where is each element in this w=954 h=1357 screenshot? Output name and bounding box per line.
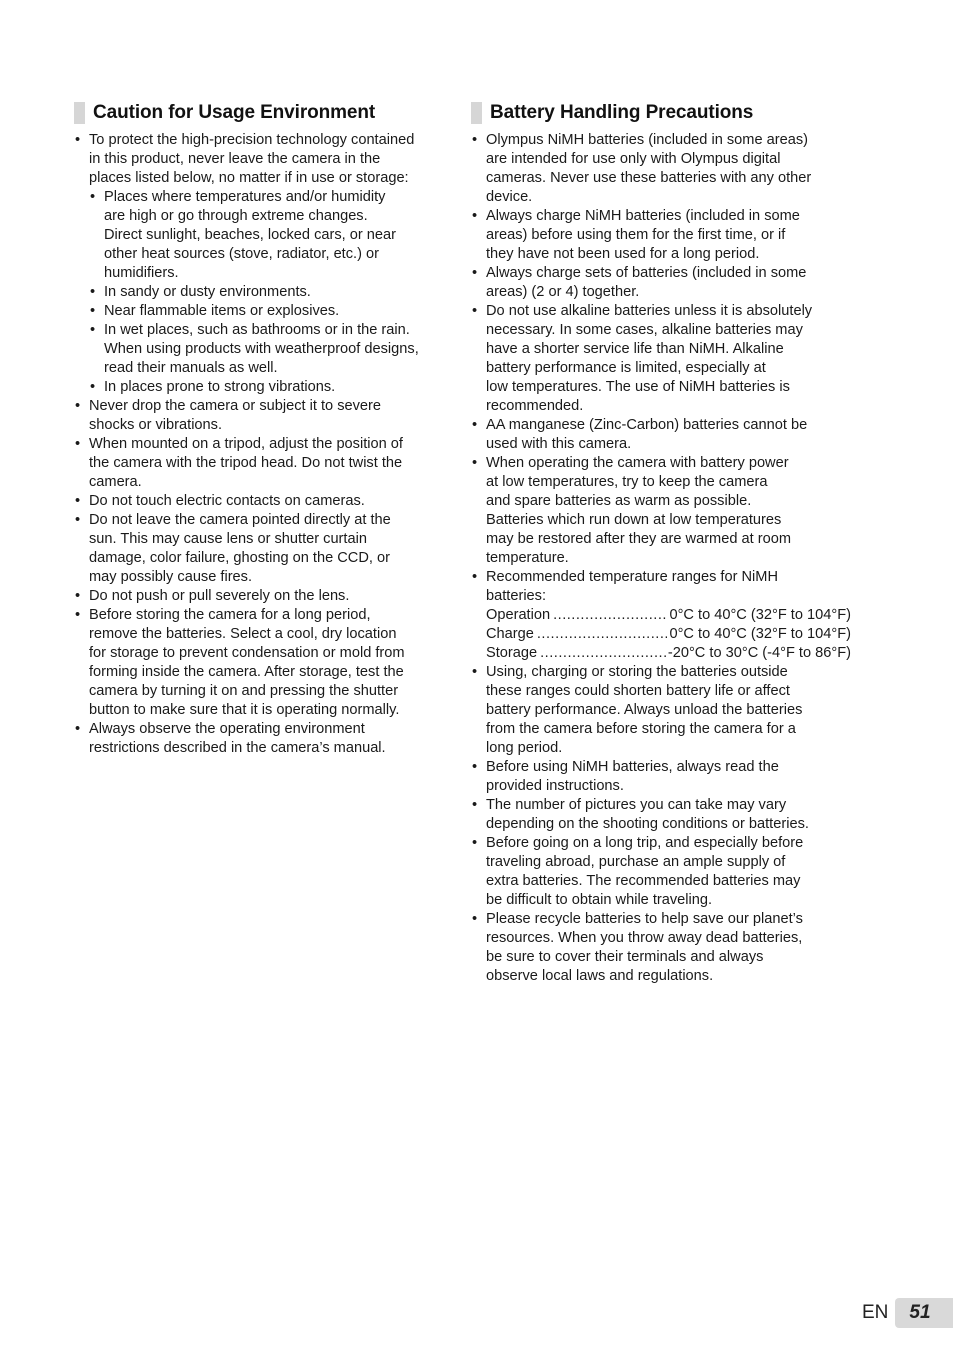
heading-text: Battery Handling Precautions [490, 102, 754, 123]
heading-marker [471, 102, 482, 124]
list-item: • Olympus NiMH batteries (included in some areas) are intended for use only with Olympus digital cameras. Never use these batteries with any other device. [471, 131, 851, 207]
list-item: • To protect the high-precision technology contained in this product, never leave the camera in the places listed below, no matter if in use or storage: • Places where temperatures and/or humidity are high or go through extreme changes. Direct sunlight, beaches, locked cars, or near other heat sources (stove, radiator, etc.) or humidifiers. • In sandy or dusty environments. • Near flammable items or explosives. • In wet places, such as bathrooms or in the rain. When using products with weatherproof designs, read their manuals as well. • In places prone to strong vibrations. [74, 131, 450, 397]
heading-text: Caution for Usage Environment [93, 102, 376, 123]
list-item: • Before going on a long trip, and especially before traveling abroad, purchase an ample supply of extra batteries. The recommended batteries may be difficult to obtain while traveling. [471, 834, 851, 910]
list-item: • AA manganese (Zinc-Carbon) batteries cannot be used with this camera. [471, 416, 851, 454]
language-label: EN [862, 1302, 889, 1323]
sub-list-item: • Places where temperatures and/or humidity are high or go through extreme changes. Direct sunlight, beaches, locked cars, or near other heat sources (stove, radiator, etc.) or humidifiers. [89, 188, 450, 283]
sub-list-item: • In wet places, such as bathrooms or in the rain. When using products with weatherproof designs, read their manuals as well. [89, 321, 450, 378]
list-item: • When operating the camera with battery power at low temperatures, try to keep the camera and spare batteries as warm as possible. Batteries which run down at low temperatures may be restored after they are warmed at room temperature. [471, 454, 851, 568]
list-item: • When mounted on a tripod, adjust the position of the camera with the tripod head. Do not twist the camera. [74, 435, 450, 492]
list-item: • Always charge NiMH batteries (included in some areas) before using them for the first time, or if they have not been used for a long period. [471, 207, 851, 264]
page-number: 51 [895, 1298, 953, 1328]
section-heading-usage-environment [74, 100, 450, 126]
leader-dots [540, 644, 666, 663]
sub-list-item: • In sandy or dusty environments. [89, 283, 450, 302]
sub-list-item: • In places prone to strong vibrations. [89, 378, 450, 397]
temperature-row-charge: Charge ..... 0°C to 40°C (32°F to 104°F) [486, 625, 851, 644]
sub-list [89, 188, 450, 397]
list-item: • Always observe the operating environment restrictions described in the camera’s manual. [74, 720, 450, 758]
temperature-row-storage: Storage ..... -20°C to 30°C (-4°F to 86°F) [486, 644, 851, 663]
list-item: • Please recycle batteries to help save our planet’s resources. When you throw away dead batteries, be sure to cover their terminals and always observe local laws and regulations. [471, 910, 851, 986]
list-item: • Do not touch electric contacts on cameras. [74, 492, 450, 511]
heading-marker [74, 102, 85, 124]
section-heading-battery-handling [471, 100, 851, 126]
list-item: • Do not leave the camera pointed directly at the sun. This may cause lens or shutter curtain damage, color failure, ghosting on the CCD, or may possibly cause fires. [74, 511, 450, 587]
temperature-row-operation: Operation ..... 0°C to 40°C (32°F to 104°F) [486, 606, 851, 625]
list-item: • Before using NiMH batteries, always read the provided instructions. [471, 758, 851, 796]
list-item: • Always charge sets of batteries (included in some areas) (2 or 4) together. [471, 264, 851, 302]
list-item-temperature-ranges: • Recommended temperature ranges for NiMH batteries: Operation ..... 0°C to 40°C (32°F to 104°F) Charge ..... 0°C to 40°C (32°F to 104°F) Storage ..... -20°C to 30°C (-4°F to 86°F) [471, 568, 851, 663]
list-item: • Do not use alkaline batteries unless it is absolutely necessary. In some cases, alkaline batteries may have a shorter service life than NiMH. Alkaline battery performance is limited, especially at low temperatures. The use of NiMH batteries is recommended. [471, 302, 851, 416]
usage-environment-list [74, 131, 450, 758]
list-item: • Using, charging or storing the batteries outside these ranges could shorten battery life or affect battery performance. Always unload the batteries from the camera before storing the camera for a long period. [471, 663, 851, 758]
right-column [471, 100, 851, 986]
list-item: • Never drop the camera or subject it to severe shocks or vibrations. [74, 397, 450, 435]
battery-precautions-list [471, 131, 851, 986]
list-item: • Before storing the camera for a long period, remove the batteries. Select a cool, dry location for storage to prevent condensation or mold from forming inside the camera. After storage, test the camera by turning it on and pressing the shutter button to make sure that it is operating normally. [74, 606, 450, 720]
list-item: • The number of pictures you can take may vary depending on the shooting conditions or batteries. [471, 796, 851, 834]
leader-dots [553, 606, 667, 625]
left-column [74, 100, 450, 758]
leader-dots [537, 625, 668, 644]
page-footer [862, 1298, 953, 1328]
sub-list-item: • Near flammable items or explosives. [89, 302, 450, 321]
list-item: • Do not push or pull severely on the lens. [74, 587, 450, 606]
